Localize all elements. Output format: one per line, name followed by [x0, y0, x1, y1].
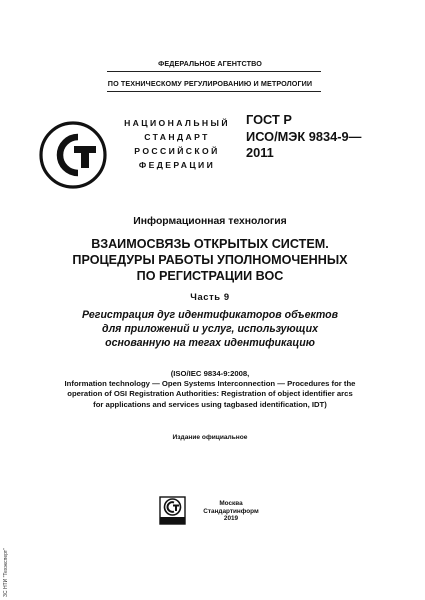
standard-label-line: НАЦИОНАЛЬНЫЙ [124, 118, 230, 128]
standard-number-line: ИСО/МЭК 9834-9— [246, 128, 362, 144]
standard-number-line: 2011 [246, 145, 274, 160]
title-page [22, 38, 398, 574]
agency-name-line2: ПО ТЕХНИЧЕСКОМУ РЕГУЛИРОВАНИЮ И МЕТРОЛОГИИ [107, 79, 313, 88]
document-main-title [22, 236, 398, 284]
side-note-text: ЗС НТИ "Техэксперт" [3, 548, 9, 597]
international-line: operation of OSI Registration Authorities: Registration of object identifier arcs [67, 389, 353, 399]
header-rule-top [107, 71, 321, 72]
gost-r-emblem-icon [38, 120, 108, 190]
standard-number [246, 112, 396, 162]
international-line: for applications and services using tagbased identification, IDT) [93, 399, 327, 409]
subtitle-line: Регистрация дуг идентификаторов объектов [81, 309, 338, 321]
international-line: Information technology — Open Systems Interconnection — Procedures for the [64, 379, 356, 389]
edition-label: Издание официальное [172, 434, 248, 441]
publisher-name: Стандартинформ [203, 507, 259, 515]
subtitle-line: для приложений и услуг, использующих [102, 323, 318, 335]
publisher-info [190, 500, 272, 523]
subtitle-line: основанную на тегах идентификацию [105, 337, 315, 349]
publisher-city: Москва [219, 500, 243, 507]
publisher-year: 2019 [223, 515, 239, 523]
main-title-line: ПО РЕГИСТРАЦИИ ВОС [136, 269, 284, 283]
agency-name-line1: ФЕДЕРАЛЬНОЕ АГЕНТСТВО [158, 59, 262, 68]
main-title-line: ПРОЦЕДУРЫ РАБОТЫ УПОЛНОМОЧЕННЫХ [72, 253, 348, 267]
standard-label-line: ФЕДЕРАЦИИ [138, 160, 216, 170]
standard-type-label [118, 116, 236, 172]
standard-label-line: РОССИЙСКОЙ [134, 146, 220, 156]
header-rule-bottom [107, 91, 321, 92]
standard-number-line: ГОСТ Р [246, 112, 292, 127]
side-watermark-note [3, 517, 13, 597]
standartinform-logo-icon [159, 496, 186, 525]
international-line: (ISO/IEC 9834-9:2008, [170, 369, 250, 378]
international-reference [22, 369, 398, 410]
main-title-line: ВЗАИМОСВЯЗЬ ОТКРЫТЫХ СИСТЕМ. [91, 237, 329, 251]
document-part: Часть 9 [190, 291, 230, 302]
standard-label-line: СТАНДАРТ [144, 132, 210, 142]
document-subtitle [22, 308, 398, 350]
document-subject: Информационная технология [133, 216, 287, 227]
